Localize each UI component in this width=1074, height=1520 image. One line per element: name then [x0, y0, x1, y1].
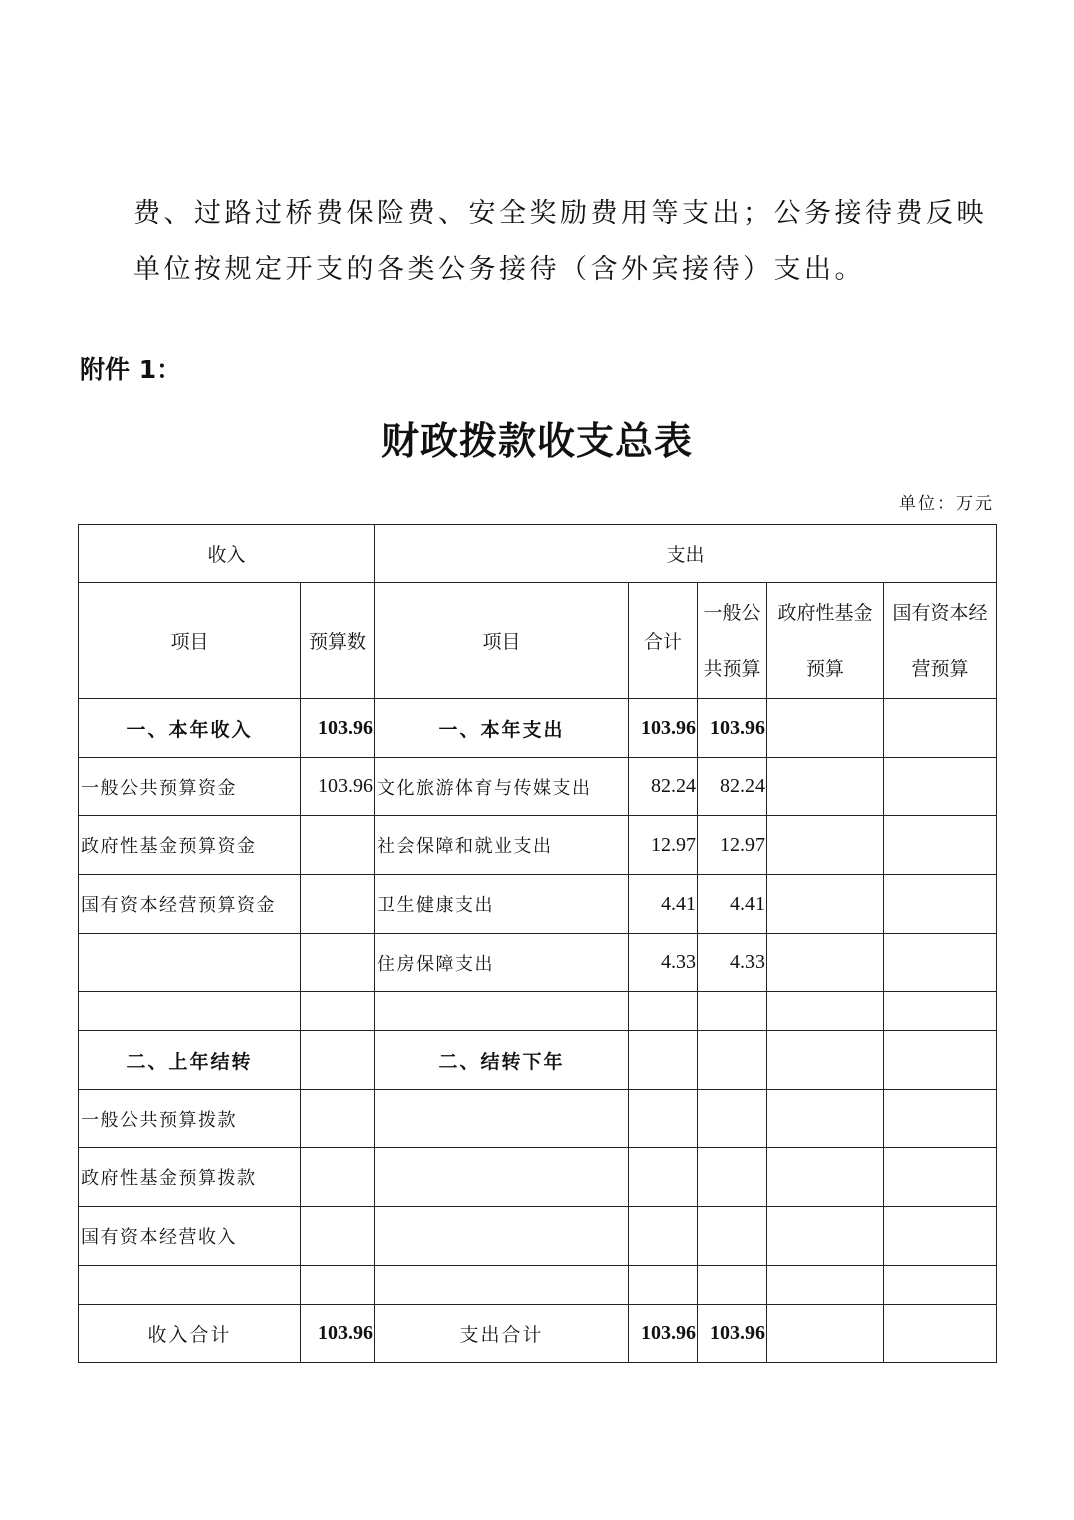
expense-item: 支出合计 [375, 1305, 629, 1363]
table-row [79, 1090, 997, 1148]
paragraph-line-2: 单位按规定开支的各类公务接待（含外宾接待）支出。 [133, 254, 865, 285]
expense-fund [767, 1266, 884, 1305]
expense-total: 4.33 [629, 934, 698, 992]
income-item: 国有资本经营预算资金 [79, 875, 301, 934]
expense-item [375, 992, 629, 1031]
col-income-item: 项目 [79, 583, 301, 699]
expense-general [698, 1266, 767, 1305]
expense-general [698, 1090, 767, 1148]
expense-header: 支出 [375, 525, 997, 583]
table-row [79, 1305, 997, 1363]
page-title: 财政拨款收支总表 [380, 418, 693, 463]
table-row [79, 934, 997, 992]
expense-item: 卫生健康支出 [375, 875, 629, 934]
col-general-line2: 共预算 [703, 657, 761, 680]
expense-item [375, 1090, 629, 1148]
expense-total: 12.97 [629, 816, 698, 875]
expense-general: 4.41 [698, 875, 767, 934]
expense-state [884, 1305, 997, 1363]
expense-total [629, 1148, 698, 1207]
income-item: 国有资本经营收入 [79, 1207, 301, 1266]
expense-state [884, 875, 997, 934]
expense-fund [767, 875, 884, 934]
expense-general [698, 992, 767, 1031]
income-item: 政府性基金预算拨款 [79, 1148, 301, 1207]
col-income-budget: 预算数 [301, 583, 375, 699]
income-item [79, 1266, 301, 1305]
expense-item: 社会保障和就业支出 [375, 816, 629, 875]
expense-state [884, 816, 997, 875]
expense-general [698, 1207, 767, 1266]
col-state-line1: 国有资本经 [892, 601, 988, 624]
expense-total [629, 1090, 698, 1148]
expense-state [884, 1148, 997, 1207]
income-amount [301, 816, 375, 875]
income-item: 二、上年结转 [79, 1031, 301, 1090]
table-row [79, 992, 997, 1031]
expense-total [629, 1207, 698, 1266]
income-item: 一般公共预算拨款 [79, 1090, 301, 1148]
income-amount [301, 992, 375, 1031]
income-amount [301, 875, 375, 934]
expense-item: 文化旅游体育与传媒支出 [375, 758, 629, 816]
expense-state [884, 1031, 997, 1090]
unit-label: 单位：万元 [899, 494, 994, 514]
expense-state [884, 1090, 997, 1148]
expense-state [884, 992, 997, 1031]
table-row [79, 816, 997, 875]
expense-item: 住房保障支出 [375, 934, 629, 992]
income-item: 收入合计 [79, 1305, 301, 1363]
income-amount: 103.96 [301, 1305, 375, 1363]
col-fund-line1: 政府性基金 [777, 601, 873, 624]
income-header: 收入 [79, 525, 375, 583]
table-row [79, 1031, 997, 1090]
expense-general: 103.96 [698, 699, 767, 758]
income-item: 一般公共预算资金 [79, 758, 301, 816]
expense-general [698, 1031, 767, 1090]
expense-general [698, 1148, 767, 1207]
income-item: 一、本年收入 [79, 699, 301, 758]
expense-general: 12.97 [698, 816, 767, 875]
expense-fund [767, 992, 884, 1031]
expense-total: 4.41 [629, 875, 698, 934]
expense-general: 4.33 [698, 934, 767, 992]
col-fund-line2: 预算 [806, 657, 845, 680]
expense-fund [767, 1031, 884, 1090]
attachment-label: 附件 1： [80, 355, 182, 384]
table-row [79, 1148, 997, 1207]
income-amount [301, 1031, 375, 1090]
expense-general: 82.24 [698, 758, 767, 816]
budget-summary-table [78, 524, 997, 1363]
expense-general: 103.96 [698, 1305, 767, 1363]
income-amount: 103.96 [301, 758, 375, 816]
expense-item [375, 1207, 629, 1266]
expense-total: 103.96 [629, 699, 698, 758]
expense-fund [767, 1090, 884, 1148]
income-amount: 103.96 [301, 699, 375, 758]
expense-total: 103.96 [629, 1305, 698, 1363]
expense-total [629, 992, 698, 1031]
income-amount [301, 1148, 375, 1207]
income-amount [301, 1090, 375, 1148]
col-expense-total: 合计 [629, 583, 698, 699]
expense-item [375, 1148, 629, 1207]
income-amount [301, 1266, 375, 1305]
expense-fund [767, 699, 884, 758]
expense-total: 82.24 [629, 758, 698, 816]
table-row [79, 875, 997, 934]
col-state-budget [884, 583, 997, 699]
expense-state [884, 758, 997, 816]
expense-state [884, 1207, 997, 1266]
expense-fund [767, 758, 884, 816]
expense-fund [767, 1148, 884, 1207]
income-amount [301, 934, 375, 992]
expense-fund [767, 1305, 884, 1363]
income-item: 政府性基金预算资金 [79, 816, 301, 875]
expense-total [629, 1031, 698, 1090]
table-row [79, 758, 997, 816]
col-general-line1: 一般公 [703, 601, 761, 624]
paragraph-line-1: 费、过路过桥费保险费、安全奖励费用等支出；公务接待费反映 [133, 198, 987, 229]
col-general-budget [698, 583, 767, 699]
col-state-line2: 营预算 [911, 657, 969, 680]
table-row [79, 699, 997, 758]
expense-fund [767, 816, 884, 875]
table-row [79, 1207, 997, 1266]
expense-fund [767, 934, 884, 992]
expense-item: 二、结转下年 [375, 1031, 629, 1090]
income-item [79, 934, 301, 992]
expense-item: 一、本年支出 [375, 699, 629, 758]
col-expense-item: 项目 [375, 583, 629, 699]
expense-state [884, 1266, 997, 1305]
expense-state [884, 699, 997, 758]
income-amount [301, 1207, 375, 1266]
expense-state [884, 934, 997, 992]
expense-total [629, 1266, 698, 1305]
expense-item [375, 1266, 629, 1305]
table-row [79, 1266, 997, 1305]
col-fund-budget [767, 583, 884, 699]
expense-fund [767, 1207, 884, 1266]
income-item [79, 992, 301, 1031]
